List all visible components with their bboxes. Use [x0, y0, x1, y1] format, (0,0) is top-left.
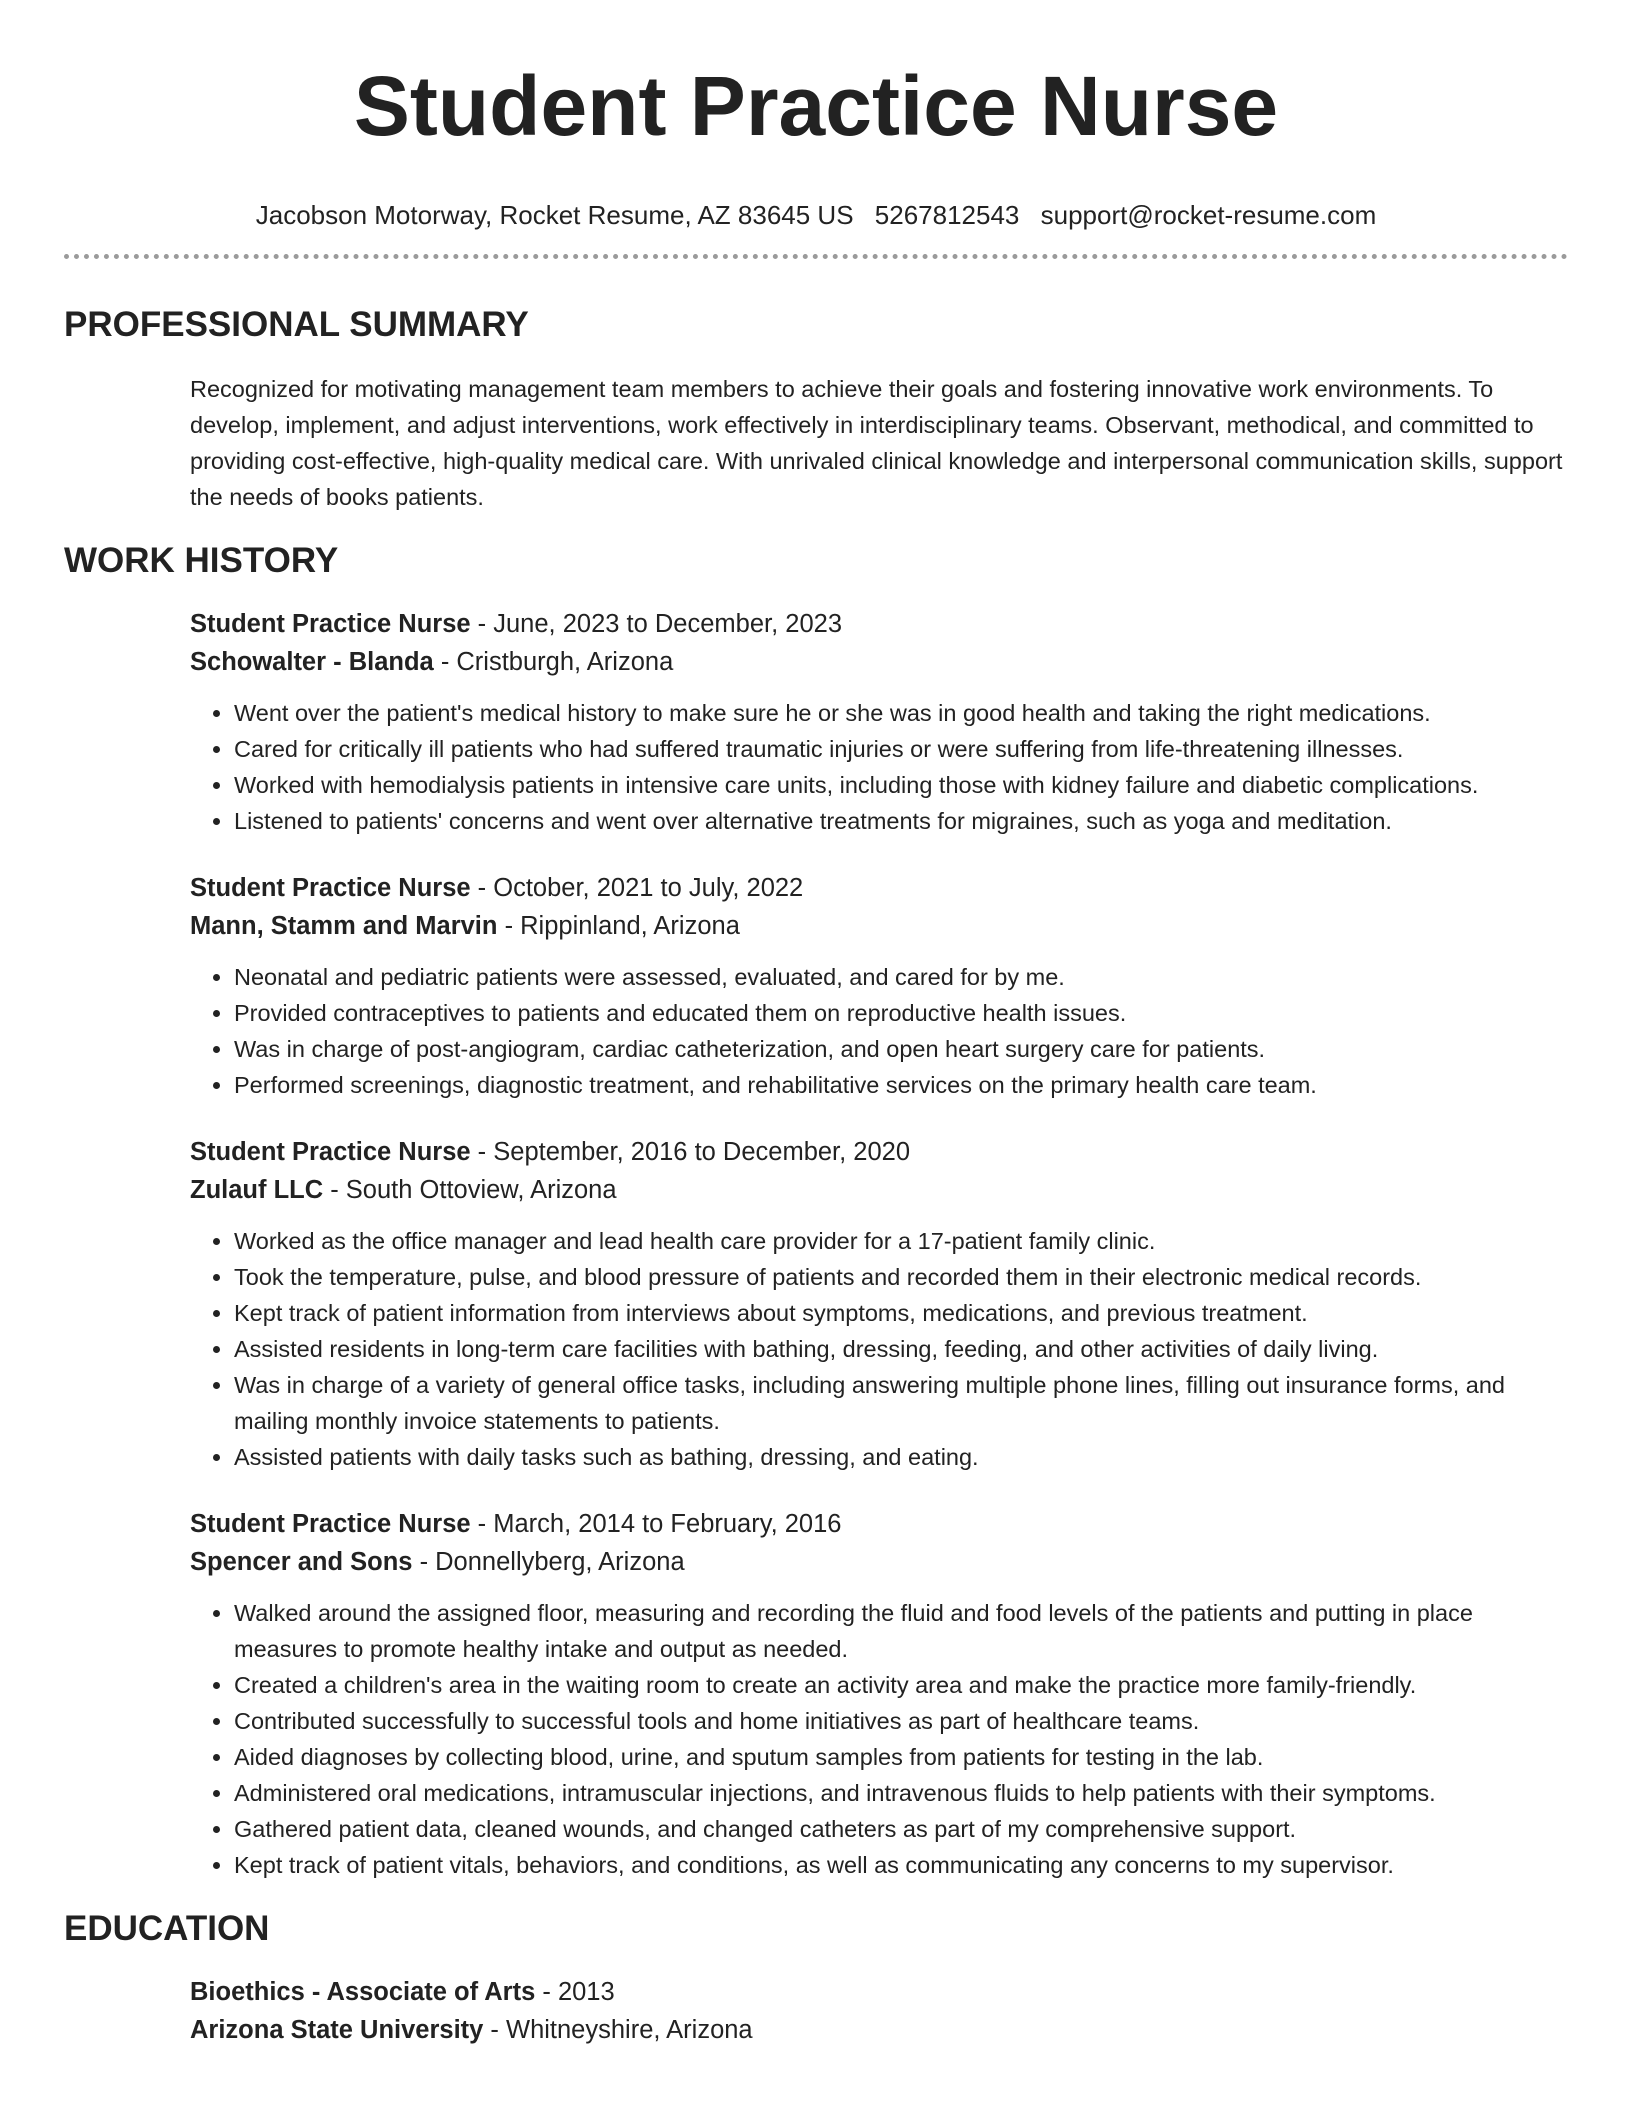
job-entry: [190, 1505, 1568, 1883]
duty-item: • Contributed successfully to successful tools and home initiatives as part of healthcare teams.: [234, 1703, 1568, 1739]
job-entry: [190, 1133, 1568, 1475]
job-dates: - June, 2023 to December, 2023: [470, 610, 842, 638]
duty-item: • Administered oral medications, intramuscular injections, and intravenous fluids to help patients with their symptoms.: [234, 1775, 1568, 1811]
candidate-name: Student Practice Nurse: [353, 59, 1279, 153]
duty-item: • Was in charge of a variety of general office tasks, including answering multiple phone lines, filling out insurance forms, and mailing monthly invoice statements to patients.: [234, 1367, 1568, 1439]
header-divider: [64, 254, 1568, 259]
education-heading: EDUCATION: [64, 1909, 270, 1948]
job-role: Student Practice Nurse: [190, 1138, 471, 1166]
job-duties-list: [190, 695, 1568, 839]
job-duties-list: [190, 1223, 1568, 1475]
duty-item: • Worked as the office manager and lead health care provider for a 17-patient family clinic.: [234, 1223, 1568, 1259]
education-entry: [190, 1973, 1568, 2049]
duty-item: • Was in charge of post-angiogram, cardiac catheterization, and open heart surgery care for patients.: [234, 1031, 1568, 1067]
duty-item: • Walked around the assigned floor, measuring and recording the fluid and food levels of the patients and putting in place measures to promote healthy intake and output as needed.: [234, 1595, 1568, 1667]
job-role: Student Practice Nurse: [190, 1510, 471, 1538]
job-location: - Rippinland, Arizona: [497, 912, 740, 940]
job-duties-list: [190, 1595, 1568, 1883]
duty-item: • Aided diagnoses by collecting blood, urine, and sputum samples from patients for testing in the lab.: [234, 1739, 1568, 1775]
job-location: - South Ottoview, Arizona: [323, 1176, 617, 1204]
graduation-year: - 2013: [535, 1978, 615, 2006]
job-role: Student Practice Nurse: [190, 610, 471, 638]
job-entry: [190, 869, 1568, 1103]
duty-item: • Gathered patient data, cleaned wounds, and changed catheters as part of my comprehensive support.: [234, 1811, 1568, 1847]
address: Jacobson Motorway, Rocket Resume, AZ 83645 US: [255, 200, 854, 230]
duty-item: • Kept track of patient vitals, behaviors, and conditions, as well as communicating any concerns to my supervisor.: [234, 1847, 1568, 1883]
phone-number: 5267812543: [874, 200, 1020, 230]
job-dates: - March, 2014 to February, 2016: [470, 1510, 842, 1538]
job-company-line: [190, 1171, 1568, 1209]
job-company-line: [190, 907, 1568, 945]
job-company: Mann, Stamm and Marvin: [190, 912, 498, 940]
school-location: - Whitneyshire, Arizona: [483, 2016, 753, 2044]
school-name: Arizona State University: [190, 2016, 484, 2044]
summary-heading: PROFESSIONAL SUMMARY: [64, 305, 529, 344]
duty-item: • Worked with hemodialysis patients in intensive care units, including those with kidney failure and diabetic complications.: [234, 767, 1568, 803]
contact-info: [64, 198, 1568, 232]
duty-item: • Assisted residents in long-term care facilities with bathing, dressing, feeding, and other activities of daily living.: [234, 1331, 1568, 1367]
job-location: - Cristburgh, Arizona: [433, 648, 674, 676]
job-location: - Donnellyberg, Arizona: [412, 1548, 685, 1576]
job-duties-list: [190, 959, 1568, 1103]
degree: Bioethics - Associate of Arts: [190, 1978, 536, 2006]
duty-item: • Went over the patient's medical history to make sure he or she was in good health and taking the right medications.: [234, 695, 1568, 731]
duty-item: • Created a children's area in the waiting room to create an activity area and make the practice more family-friendly.: [234, 1667, 1568, 1703]
work-history-heading: WORK HISTORY: [64, 541, 339, 580]
job-company-line: [190, 643, 1568, 681]
job-company: Spencer and Sons: [190, 1548, 413, 1576]
degree-line: [190, 1973, 1568, 2011]
job-company: Zulauf LLC: [190, 1176, 324, 1204]
duty-item: • Assisted patients with daily tasks such as bathing, dressing, and eating.: [234, 1439, 1568, 1475]
duty-item: • Listened to patients' concerns and went over alternative treatments for migraines, such as yoga and meditation.: [234, 803, 1568, 839]
job-role: Student Practice Nurse: [190, 874, 471, 902]
job-company: Schowalter - Blanda: [190, 648, 434, 676]
job-title-line: [190, 605, 1568, 643]
duty-item: • Provided contraceptives to patients and educated them on reproductive health issues.: [234, 995, 1568, 1031]
duty-item: • Cared for critically ill patients who had suffered traumatic injuries or were suffering from life-threatening illnesses.: [234, 731, 1568, 767]
job-company-line: [190, 1543, 1568, 1581]
job-title-line: [190, 869, 1568, 907]
summary-text: Recognized for motivating management team members to achieve their goals and fostering innovative work environments. To develop, implement, and adjust interventions, work effectively in interdisciplinary teams. Observant, methodical, and committed to providing cost-effective, high-quality medical care. With unrivaled clinical knowledge and interpersonal communication skills, support the needs of books patients.: [190, 376, 1563, 510]
job-entry: [190, 605, 1568, 839]
duty-item: • Performed screenings, diagnostic treatment, and rehabilitative services on the primary health care team.: [234, 1067, 1568, 1103]
job-title-line: [190, 1505, 1568, 1543]
duty-item: • Kept track of patient information from interviews about symptoms, medications, and previous treatment.: [234, 1295, 1568, 1331]
duty-item: • Took the temperature, pulse, and blood pressure of patients and recorded them in their electronic medical records.: [234, 1259, 1568, 1295]
job-title-line: [190, 1133, 1568, 1171]
job-dates: - October, 2021 to July, 2022: [470, 874, 804, 902]
duty-item: • Neonatal and pediatric patients were assessed, evaluated, and cared for by me.: [234, 959, 1568, 995]
email-link[interactable]: support@rocket-resume.com: [1040, 200, 1377, 230]
school-line: [190, 2011, 1568, 2049]
job-dates: - September, 2016 to December, 2020: [470, 1138, 911, 1166]
